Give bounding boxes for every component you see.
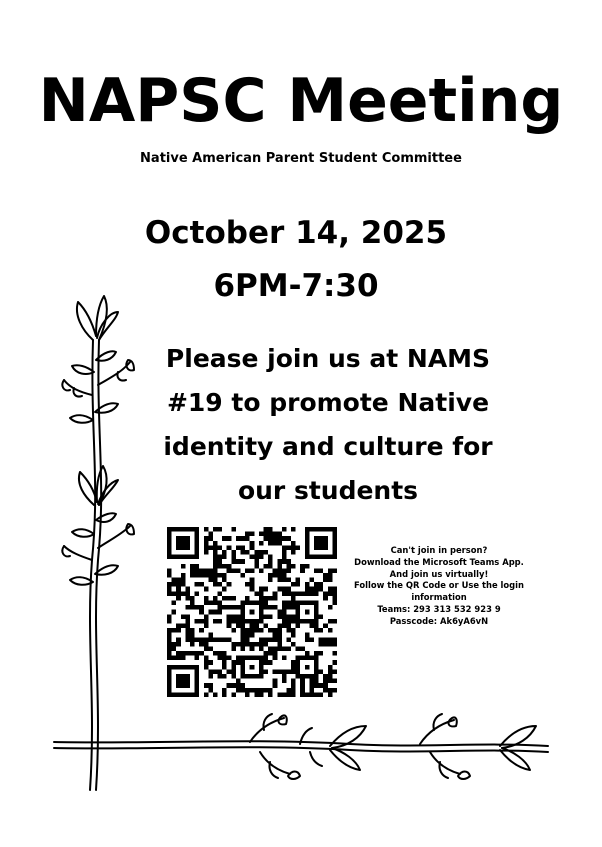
virtual-line: Passcode: Ak6yA6vN (389, 615, 489, 626)
message-line: identity and culture for (163, 432, 493, 461)
page-title: NAPSC Meeting (38, 66, 564, 136)
message-line: our students (237, 476, 419, 505)
meeting-time: 6PM-7:30 (213, 268, 379, 304)
invitation-message (138, 337, 518, 513)
message-line: Please join us at NAMS (165, 344, 491, 373)
message-line: #19 to promote Native (166, 388, 490, 417)
virtual-line: information (411, 592, 467, 603)
virtual-line: Follow the QR Code or Use the login (353, 580, 524, 591)
virtual-line: And join us virtually! (389, 568, 489, 579)
virtual-line: Download the Microsoft Teams App. (354, 556, 524, 567)
virtual-line: Can't join in person? (390, 545, 488, 555)
virtual-join-info (351, 545, 527, 628)
qr-code-icon[interactable] (167, 527, 337, 697)
virtual-line: Teams: 293 313 532 923 9 (377, 603, 501, 614)
meeting-date: October 14, 2025 (144, 215, 448, 251)
subtitle: Native American Parent Student Committee (140, 151, 462, 166)
